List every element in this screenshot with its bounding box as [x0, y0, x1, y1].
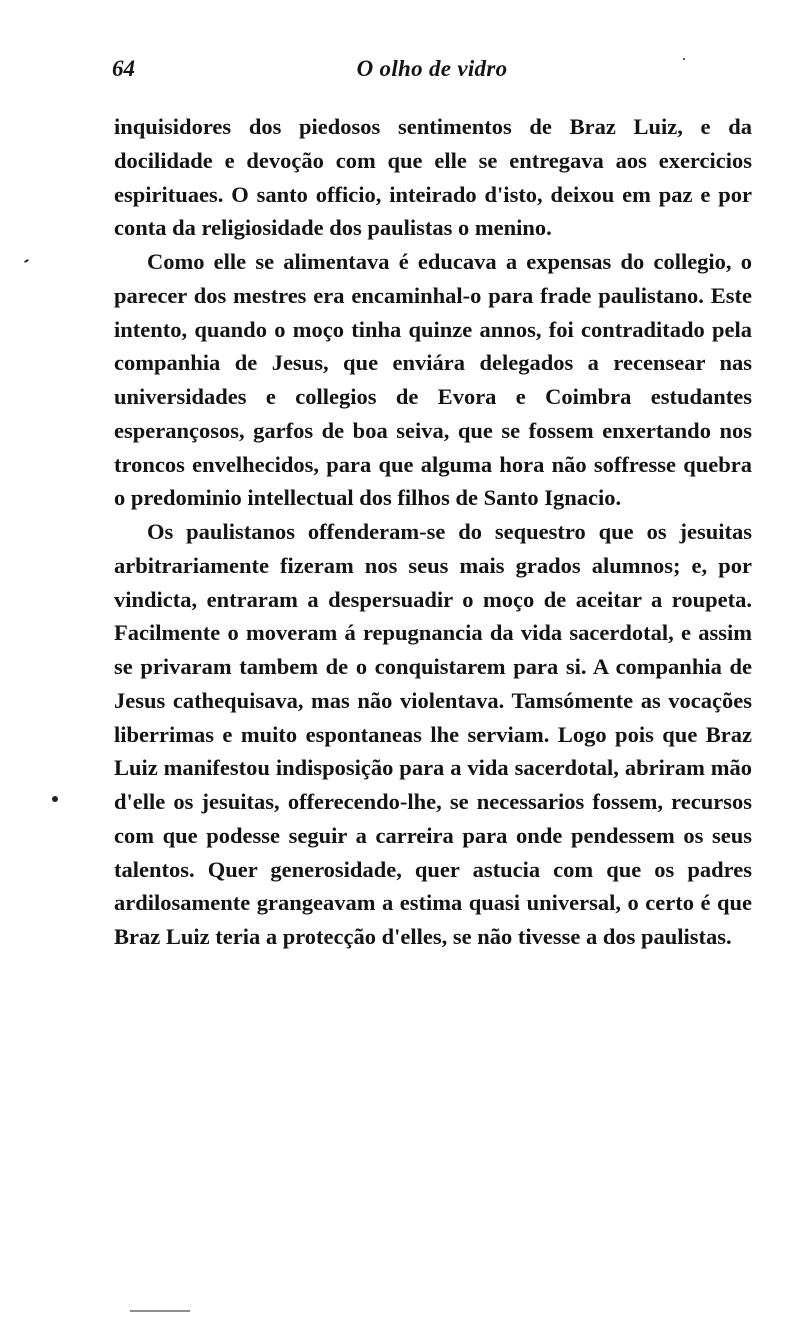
- paragraph-1: inquisidores dos piedosos sentimentos de Braz Luiz, e da docilidade e devoção com que elle se entregava aos exercicios espirituaes. O santo officio, inteirado d'isto, deixou em paz e por conta da religiosidade dos paulistas o menino.: [114, 114, 752, 241]
- scan-speck: [52, 796, 58, 802]
- scan-speck: [683, 58, 685, 60]
- scan-speck: [24, 259, 29, 263]
- scan-smudge: [130, 1310, 190, 1312]
- paragraph-3: Os paulistanos offenderam-se do sequestro que os jesuitas arbitrariamente fizeram nos seus mais grados alumnos; e, por vindicta, entraram a despersuadir o moço de aceitar a roupeta. Facilmente o moveram á repugnancia da vida sacerdotal, e assim se privaram tambem de o conquistarem para si. A companhia de Jesus cathequisava, mas não violentava. Tamsómente as vocações liberrimas e muito espontaneas lhe serviam. Logo pois que Braz Luiz manifestou indisposição para a vida sacerdotal, abriram mão d'elle os jesuitas, offerecendo-lhe, se necessarios fossem, recursos com que podesse seguir a carreira para onde pendessem os seus talentos. Quer generosidade, quer astucia com que os padres ardilosamente grangeavam a estima quasi universal, o certo é que Braz Luiz teria a protecção d'elles, se não tivesse a dos paulistas.: [114, 519, 752, 949]
- running-title: O olho de vidro: [356, 56, 508, 81]
- page-number: 64: [112, 56, 135, 81]
- body-text: [114, 110, 752, 954]
- paragraph-2: Como elle se alimentava é educava a expensas do collegio, o parecer dos mestres era encaminhal-o para frade paulistano. Este intento, quando o moço tinha quinze annos, foi contraditado pela companhia de Jesus, que enviára delegados a recensear nas universidades e collegios de Evora e Coimbra estudantes esperançosos, garfos de boa seiva, que se fossem enxertando nos troncos envelhecidos, para que alguma hora não soffresse quebra o predominio intellectual dos filhos de Santo Ignacio.: [114, 249, 752, 511]
- running-head: [112, 56, 752, 90]
